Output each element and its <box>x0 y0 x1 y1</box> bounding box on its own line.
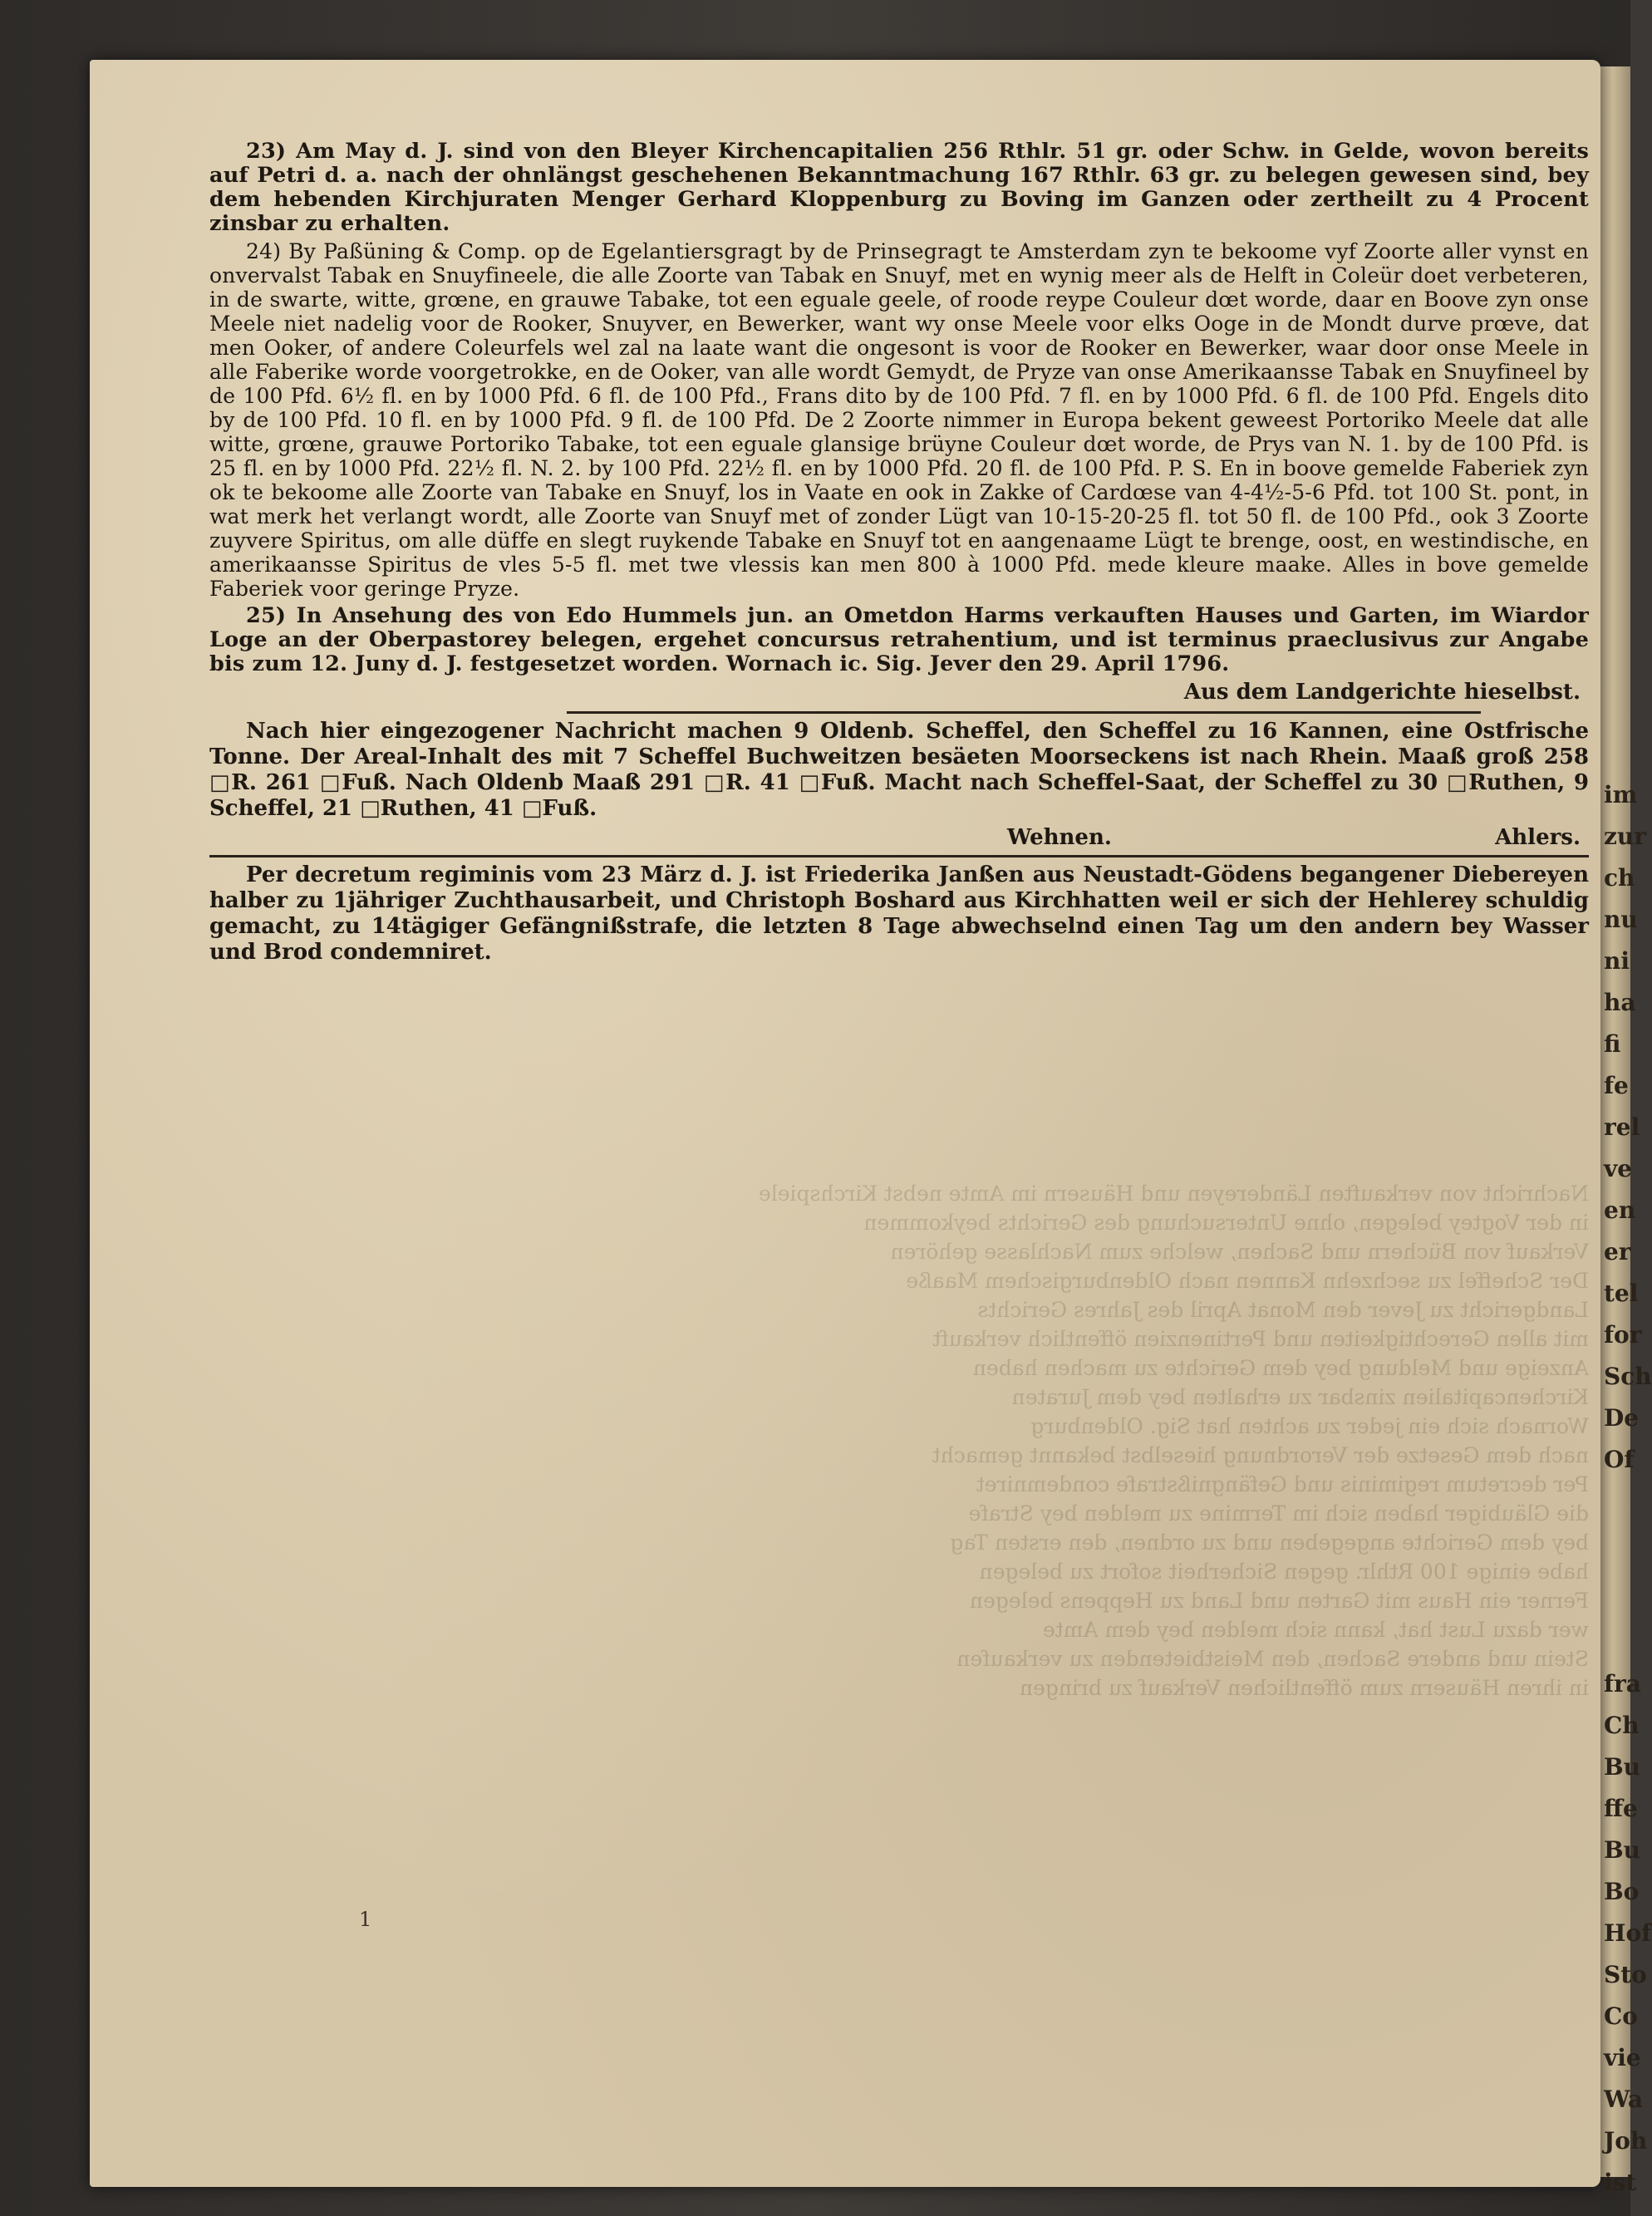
decree-notice: Per decretum regiminis vom 23 März d. J. ist Friederika Janßen aus Neustadt-Gödens begangener Diebereyen halber zu 1jähriger Zuchthausarbeit, und Christoph Boshard aus Kirchhatten weil er sich der Hehlerey schuldig gemacht, zu 14tägiger Gefängnißstrafe, die letzten 8 Tage abwechselnd einen Tag um den andern bey Wasser und Brod condemniret. <box>209 862 1589 965</box>
edge-fragment: Of <box>1604 1446 1635 1473</box>
bleed-line: Der Scheffel zu sechzehn Kannen nach Oldenburgischem Maaße <box>906 1269 1589 1293</box>
edge-fragment: ffe <box>1604 1795 1638 1822</box>
edge-fragment: ist <box>1604 2169 1637 2196</box>
bleed-line: Wornach sich ein jeder zu achten hat Sig. Oldenburg <box>1030 1414 1589 1438</box>
bleed-line: Per decretum regiminis und Gefängnißstrafe condemniret <box>976 1472 1589 1496</box>
signature-wehnen: Wehnen. <box>1007 825 1112 850</box>
edge-fragment: im <box>1604 781 1638 808</box>
edge-fragment: Ch <box>1604 1712 1640 1739</box>
bleed-line: in der Vogtey belegen, ohne Untersuchung des Gerichts beykommen <box>863 1211 1589 1235</box>
edge-fragment: zur <box>1604 823 1647 850</box>
measurement-notice-signatures <box>209 825 1589 850</box>
bleed-line: nach dem Gesetze der Verordnung hieselbst bekannt gemacht <box>932 1443 1589 1467</box>
edge-fragment: ch <box>1604 864 1635 892</box>
bleed-line: Ferner ein Haus mit Garten und Land zu Heppens belegen <box>969 1589 1589 1613</box>
bleed-line: Verkauf von Büchern und Sachen, welche zum Nachlasse gehören <box>890 1240 1589 1264</box>
bleed-line: habe einige 100 Rthlr. gegen Sicherheit sofort zu belegen <box>979 1560 1589 1584</box>
paragraph-23: 23) Am May d. J. sind von den Bleyer Kirchencapitalien 256 Rthlr. 51 gr. oder Schw. in Gelde, wovon bereits auf Petri d. a. nach der ohnlängst geschehenen Bekanntmachung 167 Rthlr. 63 gr. zu belegen gewesen sind, bey dem hebenden Kirchjuraten Menger Gerhard Kloppenburg zu Boving im Ganzen oder zertheilt zu 4 Procent zinsbar zu erhalten. <box>209 139 1589 236</box>
paragraph-24: 24) By Paßüning & Comp. op de Egelantiersgragt by de Prinsegragt te Amsterdam zyn te bekoome vyf Zoorte aller vynst en onvervalst Tabak en Snuyfineele, die alle Zoorte van Tabak en Snuyf, met en wynig meer als de Helft in Coleür doet verbeteren, in de swarte, witte, grœne, en grauwe Tabake, tot een eguale geele, of roode reype Couleur dœt worde, daar en Boove zyn onse Meele niet nadelig voor de Rooker, Snuyver, en Bewerker, want wy onse Meele voor elks Ooge in de Mondt durve prœve, dat men Ooker, of andere Coleurfels wel zal na laate want die ongesont is voor de Rooker en Bewerker, waar door onse Meele in alle Faberike worde voorgetrokke, en de Ooker, van alle wordt Gemydt, de Pryze van onse Amerikaansse Tabak en Snuyfineel by de 100 Pfd. 6½ fl. en by 1000 Pfd. 6 fl. de 100 Pfd., Frans dito by de 100 Pfd. 7 fl. en by 1000 Pfd. 6 fl. de 100 Pfd. Engels dito by de 100 Pfd. 10 fl. en by 1000 Pfd. 9 fl. de 100 Pfd. De 2 Zoorte nimmer in Europa bekent geweest Portoriko Meele dat alle witte, grœne, grauwe Portoriko Tabake, tot een eguale glansige brüyne Couleur dœt worde, de Prys van N. 1. by de 100 Pfd. is 25 fl. en by 1000 Pfd. 22½ fl. N. 2. by 100 Pfd. 22½ fl. en by 1000 Pfd. 20 fl. de 100 Pfd. P. S. En in boove gemelde Faberiek zyn ok te bekoome alle Zoorte van Tabake en Snuyf, los in Vaate en ook in Zakke of Cardœse van 4-4½-5-6 Pfd. tot 100 St. pont, in wat merk het verlangt wordt, alle Zoorte van Snuyf met of zonder Lügt van 10-15-20-25 fl. tot 50 fl. de 100 Pfd., ook 3 Zoorte zuyvere Spiritus, om alle düffe en slegt ruykende Tabake en Snuyf tot en aangenaame Lügt te brenge, oost, en westindische, en amerikaansse Spiritus de vles 5-5 fl. met twe vlessis kan men 800 à 1000 Pfd. mede kleure maake. Alles in bove gemelde Faberiek voor geringe Pryze. <box>209 239 1589 601</box>
edge-fragment: Co <box>1604 2002 1638 2030</box>
bleed-line: Anzeige und Meldung bey dem Gerichte zu machen haben <box>972 1356 1589 1380</box>
paragraph-25-signature: Aus dem Landgerichte hieselbst. <box>1183 680 1581 705</box>
signature-ahlers: Ahlers. <box>1495 825 1581 850</box>
page-content <box>209 140 1589 969</box>
edge-fragment: Hof <box>1604 1919 1652 1947</box>
edge-fragment: er <box>1604 1238 1631 1265</box>
measurement-notice: Nach hier eingezogener Nachricht machen 9 Oldenb. Scheffel, den Scheffel zu 16 Kannen, eine Ostfrische Tonne. Der Areal-Inhalt des mit 7 Scheffel Buchweitzen besäeten Moorseckens ist nach Rhein. Maaß groß 258 □R. 261 □Fuß. Nach Oldenb Maaß 291 □R. 41 □Fuß. Macht nach Scheffel-Saat, der Scheffel zu 30 □Ruthen, 9 Scheffel, 21 □Ruthen, 41 □Fuß. <box>209 719 1589 821</box>
edge-fragment: Sch <box>1604 1363 1652 1390</box>
section-divider <box>567 711 1481 714</box>
edge-fragment: tel <box>1604 1280 1639 1307</box>
bleed-line: Nachricht von verkauften Ländereyen und Häusern im Amte nebst Kirchspiele <box>758 1182 1589 1206</box>
bleed-line: Landgericht zu Jever den Monat April des Jahres Gerichts <box>977 1298 1589 1322</box>
bleed-line: in ihren Häusern zum öffentlichen Verkauf zu bringen <box>1019 1676 1589 1700</box>
bleed-line: die Gläubiger haben sich im Termine zu melden bey Strafe <box>968 1501 1589 1526</box>
edge-fragment: Bo <box>1604 1878 1640 1905</box>
edge-fragment: ni <box>1604 947 1630 975</box>
edge-fragment: nu <box>1604 906 1638 933</box>
edge-fragment: Bu <box>1604 1836 1641 1864</box>
edge-fragment: fra <box>1604 1670 1641 1698</box>
bleed-line: Kirchencapitalien zinsbar zu erhalten bey dem Juraten <box>1011 1385 1589 1409</box>
edge-fragment: Bu <box>1604 1753 1641 1781</box>
edge-fragment: vie <box>1604 2044 1641 2071</box>
bleed-line: bey dem Gerichte angegeben und zu ordnen, den ersten Tag <box>950 1531 1589 1555</box>
edge-fragment: en <box>1604 1196 1636 1224</box>
folio-mark: 1 <box>359 1908 372 1931</box>
edge-fragment: ve <box>1604 1155 1633 1182</box>
edge-fragment: Joh <box>1604 2127 1648 2155</box>
bleed-line: wer dazu Lust hat, kann sich melden bey dem Amte <box>1042 1618 1589 1642</box>
paragraph-25: 25) In Ansehung des von Edo Hummels jun. an Ometdon Harms verkauften Hauses und Garten, im Wiardor Loge an der Oberpastorey belegen, ergehet concursus retrahentium, und ist terminus praeclusivus zur Angabe bis zum 12. Juny d. J. festgesetzet worden. Wornach ic. Sig. Jever den 29. April 1796. <box>209 603 1589 676</box>
edge-fragment: fe <box>1604 1072 1629 1099</box>
edge-fragment: Sto <box>1604 1961 1647 1988</box>
edge-fragment: for <box>1604 1321 1642 1349</box>
edge-fragment: rel <box>1604 1113 1640 1141</box>
show-through-bleed <box>209 1180 1589 1928</box>
bleed-line: Stein und andere Sachen, den Meistbietenden zu verkaufen <box>956 1647 1589 1671</box>
section-divider <box>209 855 1589 857</box>
edge-fragment: De <box>1604 1404 1640 1432</box>
bleed-line: mit allen Gerechtigkeiten und Pertinenzien öffentlich verkauft <box>932 1327 1589 1351</box>
edge-fragment: Wa <box>1604 2086 1644 2113</box>
edge-fragment: ha <box>1604 989 1636 1016</box>
edge-fragment: fi <box>1604 1030 1621 1058</box>
